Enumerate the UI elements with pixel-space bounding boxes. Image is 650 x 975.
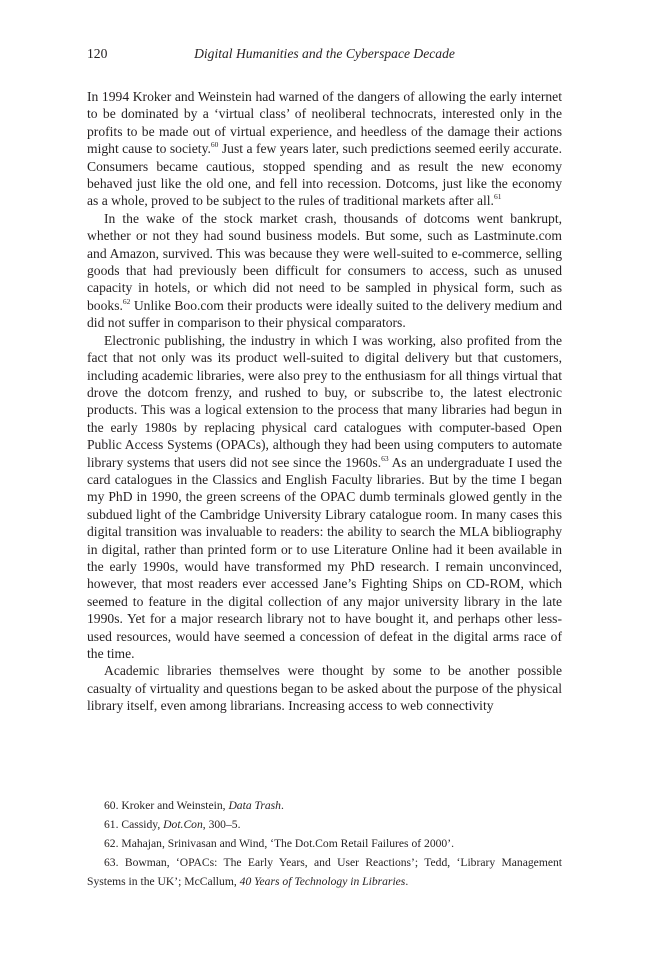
italic-title: Data Trash [228, 799, 281, 812]
paragraph [87, 210, 562, 332]
text-run: Unlike Boo.com their products were ideally suited to the delivery medium and did not suffer in comparison to their physical comparators. [87, 297, 562, 331]
page-number: 120 [87, 46, 108, 61]
text-run: Electronic publishing, the industry in which I was working, also profited from the fact that not only was its product well-suited to digital delivery but that customers, including academic libraries, were also prey to the enthusiasm for all things virtual that drove the dotcom frenzy, and rushed to buy, or subscribe to, the latest electronic products. This was a logical extension to the process that many libraries had begun in the early 1980s by replacing physical card catalogues with computer-based Open Public Access Systems (OPACs), although they had been using computers to automate library systems that users did not see since the 1960s. [87, 332, 562, 470]
text-run: 60. Kroker and Weinstein, [104, 799, 229, 812]
footnote-61 [87, 815, 562, 834]
text-run: As an undergraduate I used the card catalogues in the Classics and English Faculty libraries. But by the time I began my PhD in 1990, the green screens of the OPAC dumb terminals glowed gently in the subdued light of the Cambridge University Library catalogue room. In many cases this digital transition was invaluable to readers: the ability to search the MLA bibliography in digital, rather than printed form or to use Literature Online had it been available in the early 1990s, would have transformed my PhD research. I remain unconvinced, however, that most readers ever accessed Jane’s Fighting Ships on CD-ROM, which seemed to feature in the digital collection of any major university library in the late 1990s. Yet for a major research library not to have bought it, and perhaps other less-used resources, would have seemed a concession of defeat in the digital arms race of the time. [87, 454, 562, 661]
text-run: , 300–5. [202, 818, 241, 831]
text-run: Academic libraries themselves were thought by some to be another possible casualty of virtuality and questions began to be asked about the purpose of the physical library itself, even among librarians. Increasing access to web connectivity [87, 663, 562, 714]
running-header [87, 46, 562, 64]
text-run: Just a few years later, such predictions seemed eerily accurate. Consumers became cautious, stopped spending and as result the new economy behaved just like the old one, and fell into recession. Dotcoms, just like the economy as a whole, proved to be subject to the rules of traditional markets after all. [87, 141, 562, 209]
text-run: In the wake of the stock market crash, thousands of dotcoms went bankrupt, whether or not they had sound business models. But some, such as Lastminute.com and Amazon, survived. This was because they were well-suited to e-commerce, selling goods that had previously been difficult for consumers to access, such as unused capacity in hotels, or which did not need to be sampled in physical form, such as books. [87, 210, 562, 313]
footnote-60 [87, 796, 562, 815]
running-title: Digital Humanities and the Cyberspace Decade [194, 46, 455, 61]
body-text [87, 88, 562, 715]
italic-title: Dot.Con [163, 818, 203, 831]
footnote-ref-62: 62 [122, 296, 131, 306]
footnote-ref-61: 61 [493, 192, 502, 202]
text-run: 61. Cassidy, [104, 818, 164, 831]
footnote-ref-60: 60 [210, 140, 219, 150]
footnote-ref-63: 63 [381, 453, 389, 463]
text-run: 63. Bowman, ‘OPACs: The Early Years, and User Reactions’; Tedd, ‘Library Management Systems in the UK’; McCallum, [87, 856, 562, 888]
footnote-63 [87, 853, 562, 891]
text-run: In 1994 Kroker and Weinstein had warned of the dangers of allowing the early internet to be dominated by a ‘virtual class’ of neoliberal technocrats, interested only in the profits to be made out of virtual experience, and heedless of the damage their actions might cause to society. [87, 89, 562, 157]
footnote-62 [87, 834, 562, 853]
paragraph [87, 332, 562, 663]
text-run: . [280, 799, 284, 812]
paragraph [87, 88, 562, 210]
text-run: 62. Mahajan, Srinivasan and Wind, ‘The Dot.Com Retail Failures of 2000’. [104, 837, 454, 850]
italic-title: 40 Years of Technology in Libraries [239, 875, 406, 888]
text-run: . [405, 875, 409, 888]
paragraph [87, 662, 562, 714]
footnotes [87, 796, 562, 891]
